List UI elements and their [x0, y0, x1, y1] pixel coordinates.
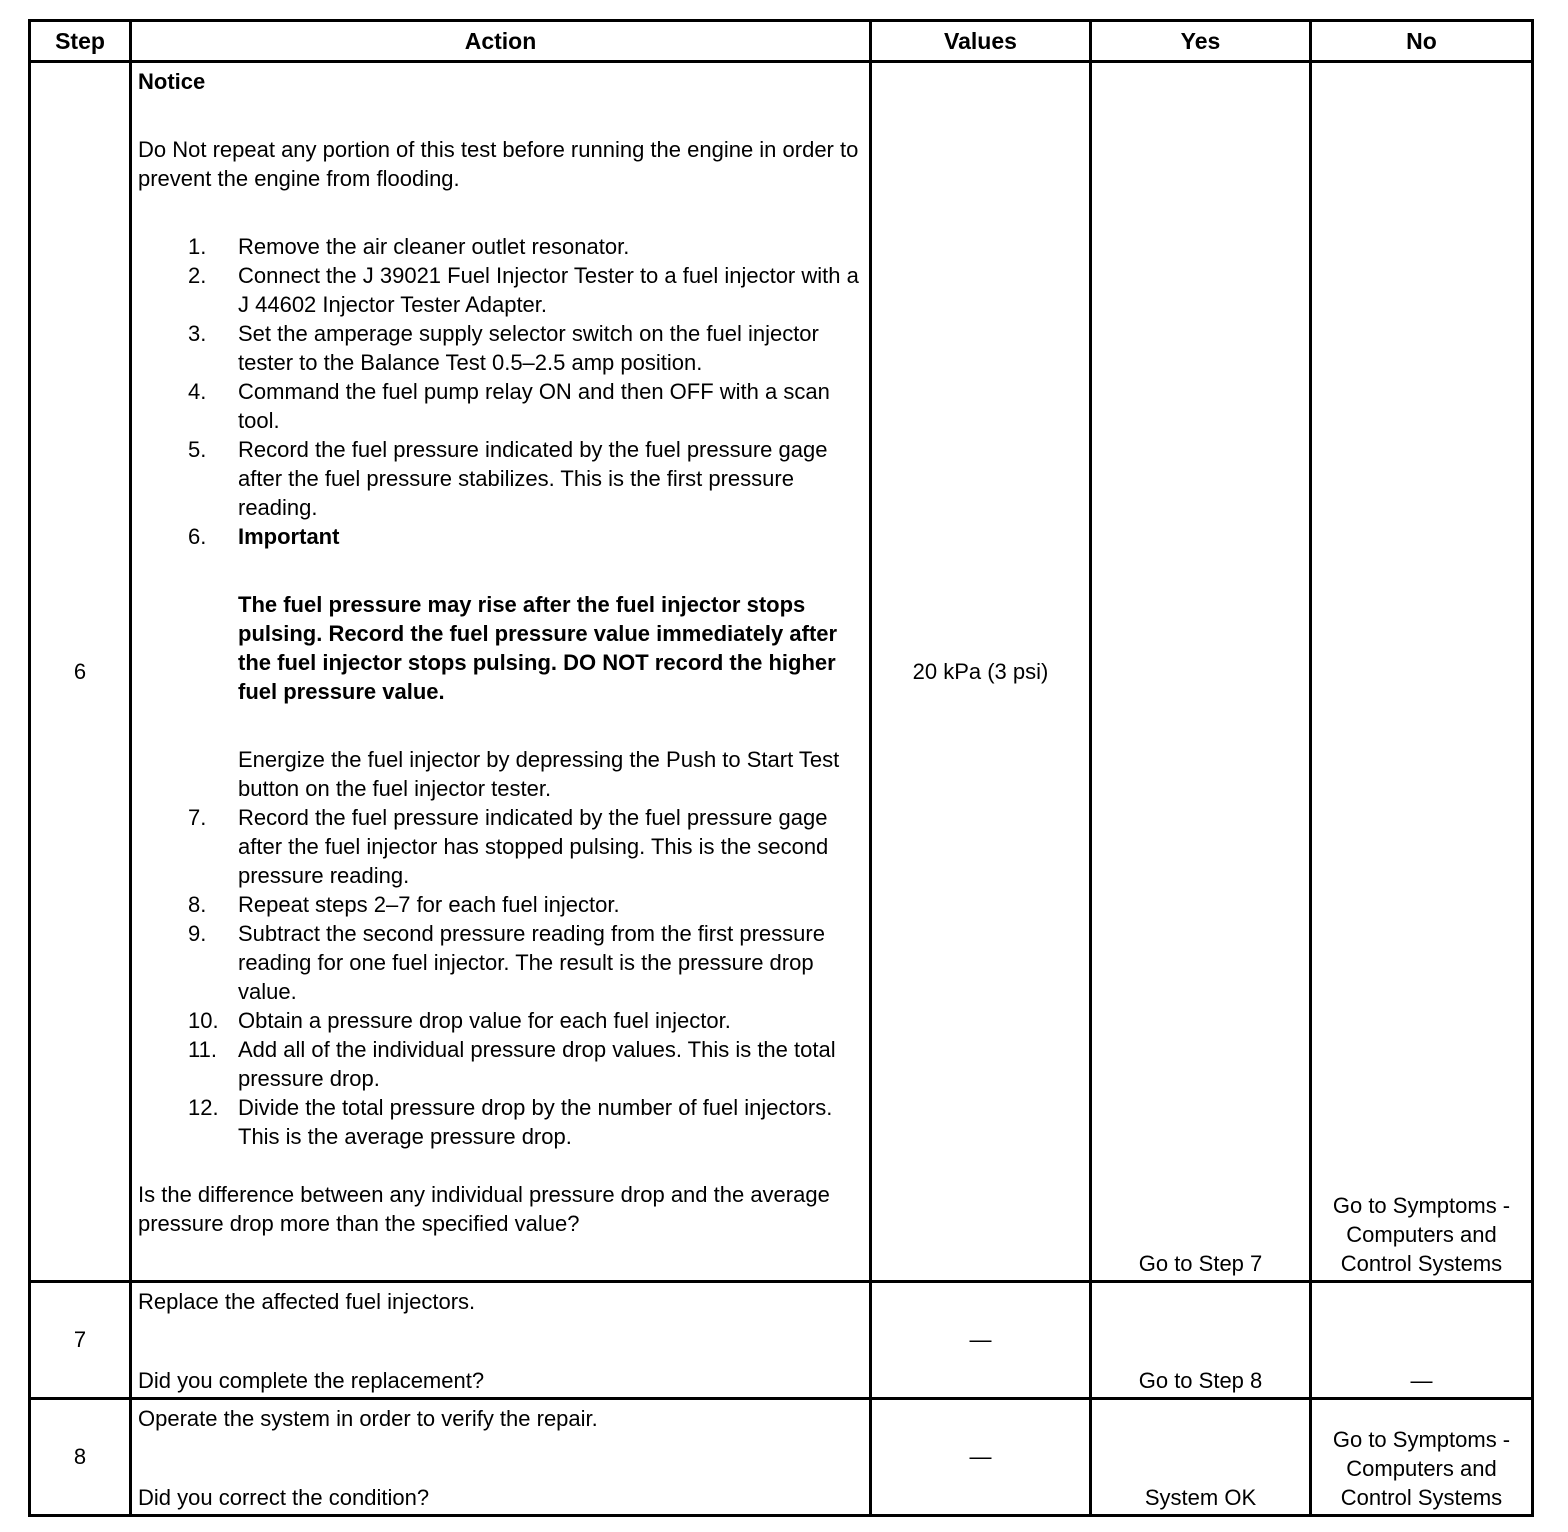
step-number: 6 — [30, 62, 131, 1282]
important-text: The fuel pressure may rise after the fuel injector stops pulsing. Record the fuel pressure value immediately after the fuel injector stops pulsing. DO NOT record the higher fuel pressure value. — [238, 592, 838, 704]
action-text: Operate the system in order to verify the repair. — [138, 1406, 598, 1431]
table-row-step-7 — [30, 1282, 1533, 1399]
header-step: Step — [30, 21, 131, 62]
list-item: 5. Record the fuel pressure indicated by the fuel pressure gage after the fuel pressure stabilizes. This is the first pressure reading. — [188, 437, 828, 520]
table-row-step-6 — [30, 62, 1533, 1282]
action-cell — [131, 1282, 871, 1399]
list-item: 8. Repeat steps 2–7 for each fuel injector. — [188, 892, 620, 917]
procedure-list-b — [138, 803, 865, 1151]
action-text: Replace the affected fuel injectors. — [138, 1289, 476, 1314]
header-no: No — [1311, 21, 1533, 62]
diagnostic-table — [28, 19, 1534, 1517]
yes-cell: Go to Step 7 — [1091, 62, 1311, 1282]
list-item: 1. Remove the air cleaner outlet resonator. — [188, 234, 630, 259]
list-item-important: 6. Important The fuel pressure may rise after the fuel injector stops pulsing. Record the fuel pressure value immediately after the fuel injector stops pulsing. DO NOT record the higher fuel pressure value. Energize the fuel injector by depressing the Push to Start Test button on the fuel injector tester. — [138, 522, 865, 803]
notice-title: Notice — [138, 69, 206, 94]
action-cell — [131, 1399, 871, 1516]
list-item: 7. Record the fuel pressure indicated by the fuel pressure gage after the fuel injector has stopped pulsing. This is the second pressure reading. — [188, 805, 829, 888]
values-cell: — — [871, 1399, 1091, 1516]
list-item: 3. Set the amperage supply selector switch on the fuel injector tester to the Balance Test 0.5–2.5 amp position. — [188, 321, 819, 375]
list-item: 4. Command the fuel pump relay ON and then OFF with a scan tool. — [188, 379, 830, 433]
list-item: 10. Obtain a pressure drop value for each fuel injector. — [188, 1008, 731, 1033]
question-text: Is the difference between any individual pressure drop and the average pressure drop more than the specified value? — [138, 1182, 830, 1236]
list-item: 11. Add all of the individual pressure drop values. This is the total pressure drop. — [188, 1037, 836, 1091]
header-row — [30, 21, 1533, 62]
action-cell — [131, 62, 871, 1282]
notice-text: Do Not repeat any portion of this test before running the engine in order to prevent the engine from flooding. — [138, 137, 859, 191]
yes-cell: System OK — [1091, 1399, 1311, 1516]
no-cell: — — [1311, 1282, 1533, 1399]
list-item: 12. Divide the total pressure drop by the number of fuel injectors. This is the average pressure drop. — [188, 1095, 833, 1149]
yes-cell: Go to Step 8 — [1091, 1282, 1311, 1399]
important-title: Important — [238, 524, 340, 549]
values-cell: — — [871, 1282, 1091, 1399]
step-number: 8 — [30, 1399, 131, 1516]
question-text: Did you complete the replacement? — [138, 1368, 485, 1393]
header-yes: Yes — [1091, 21, 1311, 62]
values-cell: 20 kPa (3 psi) — [871, 62, 1091, 1282]
header-values: Values — [871, 21, 1091, 62]
energize-text: Energize the fuel injector by depressing the Push to Start Test button on the fuel injector tester. — [238, 747, 840, 801]
no-cell: Go to Symptoms - Computers and Control Systems — [1311, 1399, 1533, 1516]
no-cell: Go to Symptoms - Computers and Control Systems — [1311, 62, 1533, 1282]
step-number: 7 — [30, 1282, 131, 1399]
header-action: Action — [131, 21, 871, 62]
procedure-list-a — [138, 232, 865, 803]
question-text: Did you correct the condition? — [138, 1485, 430, 1510]
list-item: 9. Subtract the second pressure reading from the first pressure reading for one fuel injector. The result is the pressure drop value. — [188, 921, 825, 1004]
table-row-step-8 — [30, 1399, 1533, 1516]
list-item: 2. Connect the J 39021 Fuel Injector Tester to a fuel injector with a J 44602 Injector Tester Adapter. — [188, 263, 859, 317]
